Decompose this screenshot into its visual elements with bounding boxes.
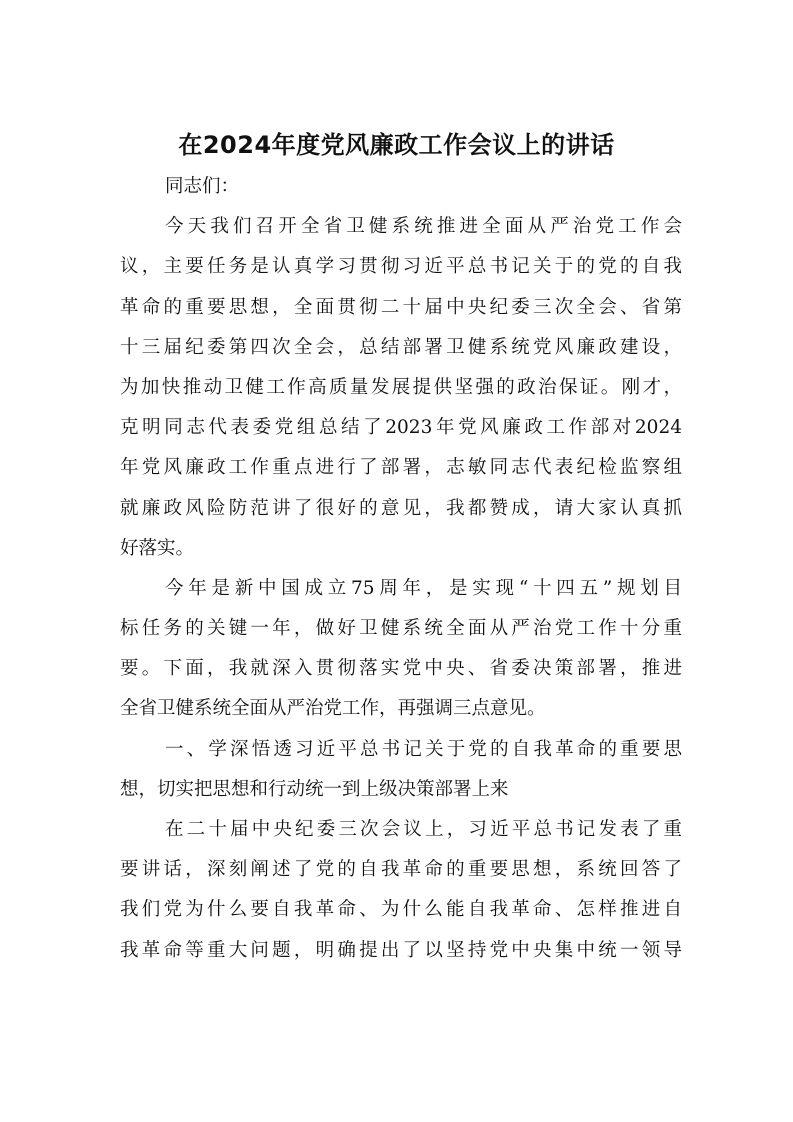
body-line: 今年是新中国成立75周年，是实现“十四五”规划目 xyxy=(165,577,682,599)
body-line: 全省卫健系统全面从严治党工作，再强调三点意见。 xyxy=(120,698,546,720)
document-body xyxy=(120,167,682,971)
body-line: 今天我们召开全省卫健系统推进全面从严治党工作会 xyxy=(165,216,682,238)
body-line: 要。下面，我就深入贯彻落实党中央、省委决策部署，推进 xyxy=(120,658,682,680)
body-line: 为加快推动卫健工作高质量发展提供坚强的政治保证。刚才， xyxy=(120,376,682,398)
body-line: 好落实。 xyxy=(120,537,195,559)
body-line: 想，切实把思想和行动统一到上级决策部署上来 xyxy=(120,778,509,800)
body-line: 就廉政风险防范讲了很好的意见，我都赞成，请大家认真抓 xyxy=(120,497,682,519)
body-line: 我革命等重大问题，明确提出了以坚持党中央集中统一领导 xyxy=(120,939,682,961)
body-line: 十三届纪委第四次全会，总结部署卫健系统党风廉政建设， xyxy=(120,336,682,358)
document-title: 在2024年度党风廉政工作会议上的讲话 xyxy=(178,131,615,159)
body-line: 要讲话，深刻阐述了党的自我革命的重要思想，系统回答了 xyxy=(120,859,682,881)
body-line: 一、学深悟透习近平总书记关于党的自我革命的重要思 xyxy=(165,738,682,760)
body-line: 年党风廉政工作重点进行了部署，志敏同志代表纪检监察组 xyxy=(120,457,682,479)
body-line: 我们党为什么要自我革命、为什么能自我革命、怎样推进自 xyxy=(120,899,682,921)
body-line: 同志们： xyxy=(165,176,240,197)
body-line: 议，主要任务是认真学习贯彻习近平总书记关于的党的自我 xyxy=(120,256,682,278)
body-line: 克明同志代表委党组总结了2023年党风廉政工作部对2024 xyxy=(120,417,682,439)
body-line: 革命的重要思想，全面贯彻二十届中央纪委三次全会、省第 xyxy=(120,296,682,318)
body-line: 在二十届中央纪委三次会议上，习近平总书记发表了重 xyxy=(165,819,682,840)
body-line: 标任务的关键一年，做好卫健系统全面从严治党工作十分重 xyxy=(120,618,682,640)
